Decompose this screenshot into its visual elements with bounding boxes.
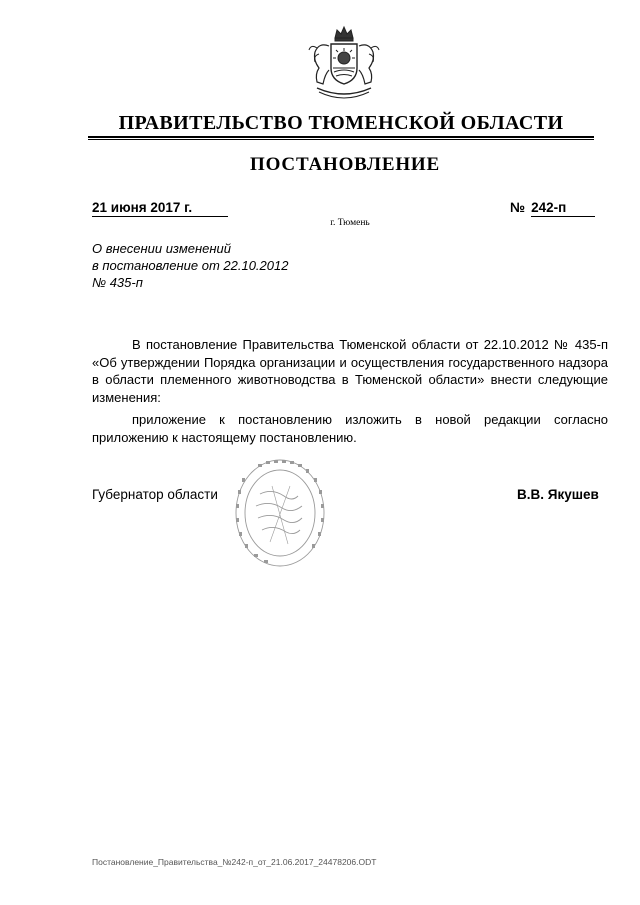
subject-line: в постановление от 22.10.2012 (92, 258, 289, 273)
number-value: 242-п (531, 200, 595, 217)
title-rule-thin (88, 139, 594, 140)
title-rule (88, 136, 594, 138)
document-number (510, 200, 595, 217)
document-body (92, 336, 608, 446)
document-date: 21 июня 2017 г. (92, 200, 228, 217)
document-city: г. Тюмень (330, 218, 370, 228)
subject-line: № 435-п (92, 275, 143, 290)
signatory-name: В.В. Якушев (517, 487, 599, 502)
body-paragraph: В постановление Правительства Тюменской области от 22.10.2012 № 435-п «Об утверждении Порядка организации и осуществления государственного надзора в области племенного животноводства в Тюменской области» внести следующие изменения: (92, 337, 608, 405)
signatory-role: Губернатор области (92, 487, 218, 502)
document-type: ПОСТАНОВЛЕНИЕ (250, 154, 440, 175)
tyumen-coat-of-arms-icon (303, 24, 385, 104)
government-title: ПРАВИТЕЛЬСТВО ТЮМЕНСКОЙ ОБЛАСТИ (118, 112, 564, 134)
body-paragraph: приложение к постановлению изложить в новой редакции согласно приложению к настоящему постановлению. (92, 412, 608, 445)
electronic-signature-stamp-icon (232, 456, 328, 570)
subject-line: О внесении изменений (92, 241, 231, 256)
number-label: № (510, 200, 526, 215)
document-subject (92, 240, 352, 291)
footer-file-name: Постановление_Правительства_№242-п_от_21.06.2017_24478206.ODT (92, 857, 377, 867)
